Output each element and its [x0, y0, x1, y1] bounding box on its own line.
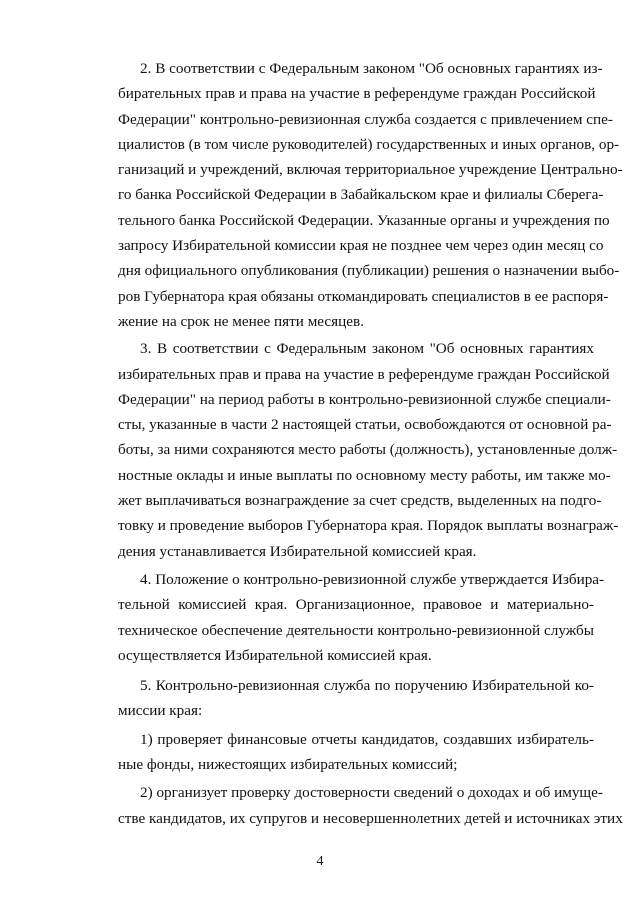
text-line: 5. Контрольно-ревизионная служба по поручению Избирательной ко- — [140, 677, 594, 695]
text-line: 3. В соответствии с Федеральным законом "Об основных гарантиях — [140, 340, 594, 358]
paragraph-p2 — [118, 56, 623, 334]
text-line: Федерации" контрольно-ревизионная служба создается с привлечением спе- — [118, 110, 613, 128]
text-line: дня официального опубликования (публикации) решения о назначении выбо- — [118, 262, 620, 280]
text-line: го банка Российской Федерации в Забайкальском крае и филиалы Сберега- — [118, 186, 604, 204]
text-line: избирательных прав и права на участие в референдуме граждан Российской — [118, 365, 610, 383]
text-line: сты, указанные в части 2 настоящей статьи, освобождаются от основной ра- — [118, 416, 612, 434]
text-line: техническое обеспечение деятельности контрольно-ревизионной службы — [118, 621, 594, 639]
text-line: дения устанавливается Избирательной комиссией края. — [118, 542, 477, 560]
paragraph-p5-2 — [118, 780, 623, 831]
text-line: циалистов (в том числе руководителей) государственных и иных органов, ор- — [118, 135, 620, 153]
text-line: 2. В соответствии с Федеральным законом "Об основных гарантиях из- — [140, 60, 603, 77]
document-body — [118, 56, 623, 831]
text-line: ганизаций и учреждений, включая территориальное учреждение Центрально- — [118, 161, 623, 179]
paragraph-p4 — [118, 567, 605, 668]
text-line: тельной комиссией края. Организационное, правовое и материально- — [118, 596, 594, 614]
text-line: осуществляется Избирательной комиссией края. — [118, 646, 432, 664]
text-line: 2) организует проверку достоверности сведений о доходах и об имуще- — [140, 784, 603, 802]
text-line: тельного банка Российской Федерации. Указанные органы и учреждения по — [118, 211, 610, 229]
text-line: стве кандидатов, их супругов и несовершеннолетних детей и источниках этих — [118, 809, 623, 827]
text-line: ностные оклады и иные выплаты по основному месту работы, им также мо- — [118, 466, 611, 484]
text-line: Федерации" на период работы в контрольно-ревизионной службе специали- — [118, 390, 611, 408]
text-line: товку и проведение выборов Губернатора края. Порядок выплаты вознаграж- — [118, 517, 619, 535]
page-number: 4 — [316, 854, 324, 869]
text-line: 1) проверяет финансовые отчеты кандидатов, создавших избиратель- — [140, 730, 594, 748]
text-line: ные фонды, нижестоящих избирательных комиссий; — [118, 756, 458, 774]
text-line: боты, за ними сохраняются место работы (должность), установленные долж- — [118, 441, 618, 459]
paragraph-p5 — [118, 673, 594, 724]
text-line: миссии края: — [118, 702, 203, 720]
text-line: ров Губернатора края обязаны откомандировать специалистов в ее распоря- — [118, 287, 609, 305]
text-line: запросу Избирательной комиссии края не позднее чем через один месяц со — [118, 237, 604, 255]
text-line: 4. Положение о контрольно-ревизионной службе утверждается Избира- — [140, 570, 605, 588]
paragraph-p5-1 — [118, 727, 594, 778]
text-line: бирательных прав и права на участие в референдуме граждан Российской — [118, 85, 596, 103]
text-line: жет выплачиваться вознаграждение за счет средств, выделенных на подго- — [118, 492, 602, 510]
paragraph-p3 — [118, 336, 619, 564]
text-line: жение на срок не менее пяти месяцев. — [118, 312, 364, 330]
